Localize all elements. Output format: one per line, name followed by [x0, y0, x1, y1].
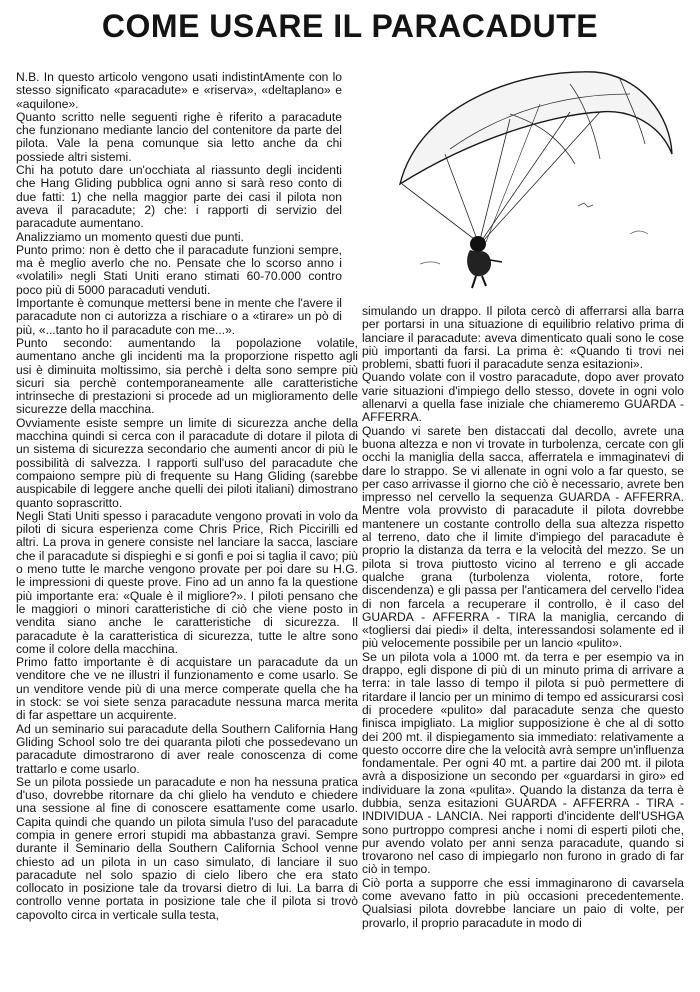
paragraph: Primo fatto importante è di acquistare un paracadute da un venditore che ve ne illustri il funzionamento e come usarlo. Se un venditore vende più di una merce comperate quella che ha in stock: se voi siete senza paracadute nessuna marca merita di far aspettare un acquirente.: [16, 655, 358, 723]
paragraph: Punto primo: non è detto che il paracadute funzioni sempre, ma è meglio averlo che no. Pensate che lo scorso anno i «volatili» negli Stati Uniti erano stimati 60-70.000 contro poco più di 5000 paracaduti venduti.: [16, 242, 342, 297]
parachute-drawing: [390, 64, 690, 304]
paragraph: Quando volate con il vostro paracadute, dopo aver provato varie situazioni d'impiego dello stesso, dovete in ogni volo allenarvi a quella fase iniziale che chiameremo GUARDA - AFFERRA.: [362, 370, 684, 425]
paragraph: Ciò porta a supporre che essi immaginarono di cavarsela come avevano fatto in più occasioni precedentemente. Qualsiasi pilota dovrebbe lanciare un paio di volte, per provarlo, il proprio paracadute in modo di: [362, 875, 684, 930]
paragraph: Importante è comunque mettersi bene in mente che l'avere il paracadute non ci autorizza a rischiare o a «tirare» un pò di più, «...tanto ho il paracadute con me...».: [16, 296, 342, 337]
column-left-top: [16, 71, 342, 337]
paragraph: Ad un seminario sui paracadute della Southern California Hang Gliding School solo tre dei quaranta piloti che possedevano un paracadute dimostrarono di aver reale conoscenza di come trattarlo e come usarlo.: [16, 721, 358, 776]
paragraph: Quando vi sarete ben distaccati dal decollo, avrete una buona altezza e non vi trovate in turbolenza, cercate con gli occhi la maniglia della sacca, afferratela e immaginatevi di dare lo strappo. Se vi allenate in ogni volo a far questo, se per caso arrivasse il giorno che ciò è necessario, avrete ben impresso nel cervello la sequenza GUARDA - AFFERRA. Mentre vola provvisto di paracadute il pilota dovrebbe mantenere un costante controllo della sua altezza rispetto al terreno, dato che il limite d'impiego del paracadute è proprio la distanza da terra e la velocità del mezzo. Se un pilota si trova piuttosto vicino al terreno e gli accade qualche grana (turbolenza violenta, rotore, forte discendenza) e gli passa per l'anticamera del cervello l'idea di non farcela a recuperare il controllo, è il caso del GUARDA - AFFERRA - TIRA la maniglia, cercando di «togliersi dai piedi» il delta, interessandosi solamente ed il più velocemente possibile per un lancio «pulito».: [362, 423, 684, 651]
column-left-bottom: [16, 337, 358, 922]
paragraph: Ovviamente esiste sempre un limite di sicurezza anche della macchina quindi si cerca con il paracadute di dotare il pilota di un sistema di sicurezza secondario che aumenti ancor di più le possibilità di salvezza. I rapporti sull'uso del paracadute che compaiono sempre più di frequente su Hang Gliding (sarebbe auspicabile di leggere anche quelli dei piloti italiani) dimostrano quanto soprascritto.: [16, 415, 358, 510]
paragraph: Se un pilota vola a 1000 mt. da terra e per esempio va in drappo, egli dispone di più di un minuto prima di arrivare a terra: in tale lasso di tempo il pilota si può permettere di ritardare il lancio per un minimo di tempo ed assicurarsi così di procedere «pulito» dal paracadute senza che questo finisca impigliato. La miglior supposizione è che al di sotto dei 200 mt. il dispiegamento sia immediato: relativamente a questo occorre dire che la velocità avrà sempre un'influenza fondamentale. Per ogni 40 mt. a partire dai 200 mt. il pilota avrà a disposizione un secondo per «guardarsi in giro» ed individuare la zona «pulita». Quando la distanza da terra è dubbia, senza esitazioni GUARDA - AFFERRA - TIRA - INDIVIDUA - LANCIA. Nei rapporti d'incidente dell'USHGA sono purtroppo compresi anche i nomi di esperti piloti che, pur avendo volato per anni senza paracadute, quando si trovarono nel caso di impiegarlo non furono in grado di far ciò in tempo.: [362, 649, 684, 877]
parachute-pilot-illustration: [390, 64, 690, 304]
paragraph: Punto secondo: aumentando la popolazione volatile, aumentano anche gli incidenti ma la proporzione rispetto agli usi è diminuita moltissimo, sia perchè i delta sono sempre più sicuri sia perchè contemporaneamente alle caratteristiche intrinseche di prestazioni si procede ad un miglioramento delle sicurezze della macchina.: [16, 336, 358, 417]
column-right: [362, 305, 684, 930]
paragraph: Negli Stati Uniti spesso i paracadute vengono provati in volo da piloti di sicura esperienza come Chris Price, Rich Piccirilli ed altri. La prova in genere consiste nel lanciare la sacca, lasciare che il paracadute si dispieghi e si gonfi e poi si taglia il cavo; più o meno tutte le marche vengono provate per poi dare su H.G. le impressioni di queste prove. Fino ad un anno fa la questione più importante era: «Quale è il migliore?». I piloti pensano che le maggiori o minori caratteristiche di ciò che viene posto in vendita siano anche le caratteristiche di sicurezza. Il paracadute è la caratteristica di sicurezza, tutte le altre sono come il colore della macchina.: [16, 508, 358, 656]
article-title: COME USARE IL PARACADUTE: [101, 8, 599, 44]
paragraph: Chi ha potuto dare un'occhiata al riassunto degli incidenti che Hang Gliding pubblica ogni anno si sarà reso conto di due fatti: 1) che nella maggior parte dei casi il pilota non aveva il paracadute; 2) che: i rapporti di servizio del paracadute aumentano.: [16, 163, 342, 231]
paragraph: simulando un drappo. Il pilota cercò di afferrarsi alla barra per portarsi in una situazione di equilibrio relativo prima di lanciare il paracadute: aveva dimenticato quali sono le cose più importanti da farsi. La prima è: «Quando ti trovi nei problemi, sbatti fuori il paracadute senza esitazioni».: [362, 304, 684, 372]
paragraph: Se un pilota possiede un paracadute e non ha nessuna pratica d'uso, dovrebbe ritornare da chi glielo ha venduto e chiedere una sessione al fine di conoscere esattamente come usarlo. Capita quindi che quando un pilota simula l'uso del paracadute compia in genere errori stupidi ma abbastanza gravi. Sempre durante il Seminario della Southern California School venne chiesto ad un pilota in un caso simulato, di lanciare il suo paracadute nel solo spazio di cielo libero che era stato collocato in posizione tale da trovarsi dietro di lui. La barra di controllo venne portata in posizione tale che il pilota si trovò capovolto circa in verticale sulla testa,: [16, 774, 358, 922]
paragraph: Quanto scritto nelle seguenti righe è riferito a paracadute che funzionano mediante lancio del contenitore da parte del pilota. Vale la pena comunque sia letto anche da chi possiede altri sistemi.: [16, 109, 342, 164]
paragraph: N.B. In questo articolo vengono usati indistintAmente con lo stesso significato «paracadute» e «riserva», «deltaplano» e «aquilone».: [16, 70, 342, 111]
paragraph: Analizziamo un momento questi due punti.: [16, 229, 244, 244]
